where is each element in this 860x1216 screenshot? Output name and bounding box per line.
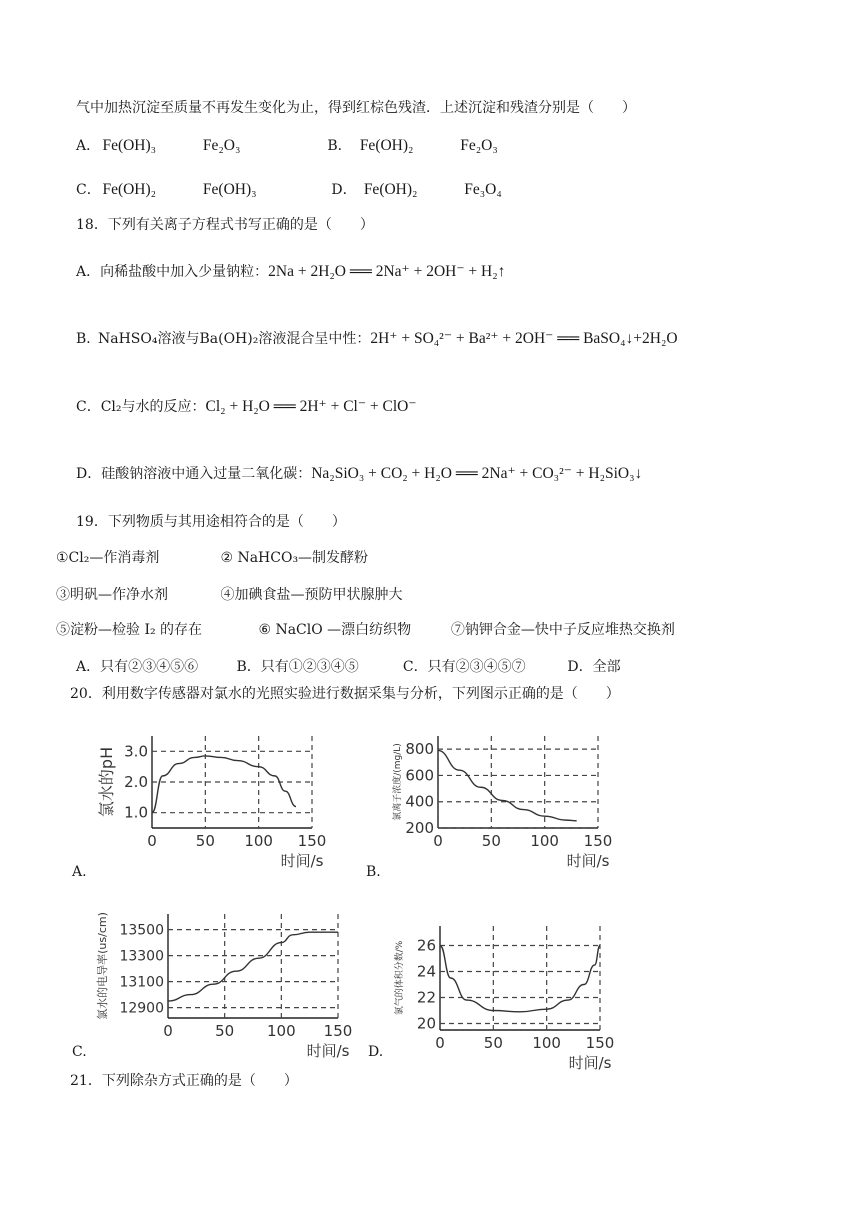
data-curve: [440, 946, 600, 1012]
x-tick-label: 0: [435, 1034, 445, 1052]
q18-option-c-text: Cl₂与水的反应：: [100, 399, 206, 415]
x-tick-label: 0: [163, 1022, 173, 1040]
q19-items-row-2: [56, 585, 402, 605]
q19-item-5: ⑤淀粉—检验 I₂ 的存在: [56, 622, 203, 638]
chart-d-svg: [392, 912, 632, 1072]
y-axis-title: 氯离子浓度/(mg/L): [393, 743, 403, 821]
q18-option-b-text: NaHSO₄溶液与Ba(OH)₂溶液混合呈中性：: [98, 331, 371, 347]
y-axis-title: 氯水的pH: [97, 746, 116, 818]
x-tick-label: 150: [585, 1034, 615, 1052]
q19-options: [76, 657, 621, 677]
data-curve: [438, 750, 577, 820]
q17-stem-tail: 气中加热沉淀至质量不再发生变化为止，得到红棕色残渣．上述沉淀和残渣分别是（ ）: [76, 100, 636, 116]
chart-b-letter: B.: [366, 864, 381, 880]
q19-item-6: ⑥ NaClO —漂白纺织物: [258, 622, 412, 638]
q18-option-a-text: 向稀盐酸中加入少量钠粒：: [100, 264, 269, 280]
q19-option-d: D．全部: [567, 659, 621, 675]
q19-option-b: B．只有①②③④⑤: [236, 659, 359, 675]
q19-item-7: ⑦钠钾合金—快中子反应堆热交换剂: [450, 622, 675, 638]
data-curve: [152, 756, 296, 813]
y-tick-label: 13500: [119, 922, 164, 939]
q19-option-a: A．只有②③④⑤⑥: [76, 659, 199, 675]
x-tick-label: 50: [481, 832, 501, 850]
y-tick-label: 400: [405, 792, 434, 811]
chart-c-svg: [96, 900, 353, 1060]
q18-option-c-letter: C．: [76, 399, 101, 415]
x-tick-label: 0: [147, 832, 157, 850]
chart-b: [390, 726, 630, 872]
q17-option-a-second: Fe₂O₃: [202, 137, 241, 154]
y-tick-label: 1.0: [124, 803, 148, 822]
x-axis-title: 时间/s: [280, 852, 324, 870]
y-tick-label: 26: [416, 936, 436, 955]
x-tick-label: 100: [267, 1022, 296, 1040]
q17-option-a-first: Fe(OH)₃: [102, 137, 157, 154]
y-tick-label: 20: [416, 1014, 436, 1033]
q17-option-d-first: Fe(OH)₂: [363, 181, 418, 198]
q18-option-d-letter: D．: [76, 466, 102, 482]
chart-c-letter: C.: [72, 1044, 87, 1060]
y-tick-label: 24: [416, 962, 436, 981]
q21-stem: 21．下列除杂方式正确的是（ ）: [70, 1073, 298, 1089]
chart-a-svg: [96, 726, 336, 872]
y-tick-label: 600: [405, 766, 434, 785]
q17-option-a-letter: A．: [76, 138, 101, 154]
y-tick-label: 22: [416, 988, 436, 1007]
q18-option-a: [76, 262, 505, 282]
x-tick-label: 0: [433, 832, 443, 850]
x-tick-label: 100: [244, 832, 273, 850]
q19-items-row-1: [56, 548, 368, 568]
q18-option-d: [76, 464, 642, 484]
y-axis-title: 氯水的电导率(us/cm): [96, 912, 109, 1020]
y-tick-label: 2.0: [124, 773, 148, 791]
chart-d-letter: D.: [368, 1044, 384, 1060]
q17-option-b-second: Fe₂O₃: [460, 137, 498, 154]
x-tick-label: 100: [532, 1034, 561, 1052]
q17-option-c-second: Fe(OH)₃: [202, 181, 257, 198]
chart-a-letter: A.: [72, 864, 87, 880]
y-tick-label: 200: [405, 819, 434, 837]
y-tick-label: 13300: [119, 948, 164, 965]
y-axis-title: 氯气的体积分数/%: [395, 940, 405, 1016]
q18-stem: 18．下列有关离子方程式书写正确的是（ ）: [76, 217, 374, 233]
q17-option-row-1: [76, 136, 498, 156]
q17-option-b-letter: B．: [327, 138, 352, 154]
q18-option-c-equation: Cl₂ + H₂O ══ 2H⁺ + Cl⁻ + ClO⁻: [205, 398, 417, 415]
q17-option-c-letter: C．: [76, 182, 101, 198]
q18-option-b-equation: 2H⁺ + SO₄²⁻ + Ba²⁺ + 2OH⁻ ══ BaSO₄↓+2H₂O: [370, 330, 678, 347]
q19-items-row-3: [56, 620, 675, 640]
x-tick-label: 100: [530, 832, 559, 850]
chart-d: [392, 912, 632, 1072]
x-tick-label: 50: [483, 1034, 503, 1052]
q19-item-1: ①Cl₂—作消毒剂: [56, 550, 160, 566]
x-tick-label: 50: [215, 1022, 235, 1040]
y-tick-label: 13100: [119, 974, 164, 991]
data-curve: [168, 932, 338, 1001]
q18-option-a-letter: A．: [76, 264, 101, 280]
q19-item-4: ④加碘食盐—预防甲状腺肿大: [220, 587, 403, 603]
q17-option-c-first: Fe(OH)₂: [102, 181, 157, 198]
q17-option-d-letter: D．: [331, 182, 357, 198]
q19-stem: 19．下列物质与其用途相符合的是（ ）: [76, 514, 346, 530]
q19-item-2: ② NaHCO₃—制发酵粉: [220, 550, 369, 566]
y-tick-label: 800: [405, 740, 434, 759]
x-tick-label: 150: [583, 832, 613, 850]
q17-option-row-2: [76, 180, 502, 200]
x-tick-label: 150: [323, 1022, 353, 1040]
y-tick-label: 12900: [119, 1000, 164, 1017]
chart-c: [96, 900, 353, 1060]
q18-option-d-text: 硅酸钠溶液中通入过量二氧化碳：: [101, 466, 312, 482]
x-tick-label: 50: [195, 832, 215, 850]
x-axis-title: 时间/s: [306, 1042, 350, 1060]
q19-item-3: ③明矾—作净水剂: [56, 587, 168, 603]
x-tick-label: 150: [297, 832, 327, 850]
chart-a: [96, 726, 336, 872]
q18-option-b-letter: B．: [76, 331, 101, 347]
x-axis-title: 时间/s: [568, 1054, 612, 1072]
q18-option-d-equation: Na₂SiO₃ + CO₂ + H₂O ══ 2Na⁺ + CO₃²⁻ + H₂SiO₃↓: [311, 465, 643, 482]
q18-option-b: [76, 329, 678, 349]
x-axis-title: 时间/s: [566, 852, 610, 870]
q17-option-d-second: Fe₃O₄: [464, 181, 502, 198]
q18-option-c: [76, 397, 417, 417]
q19-option-c: C．只有②③④⑤⑦: [402, 659, 526, 675]
q18-option-a-equation: 2Na + 2H₂O ══ 2Na⁺ + 2OH⁻ + H₂↑: [268, 263, 506, 280]
q17-option-b-first: Fe(OH)₂: [359, 137, 414, 154]
q20-stem: 20．利用数字传感器对氯水的光照实验进行数据采集与分析，下列图示正确的是（ ）: [70, 686, 620, 702]
y-tick-label: 3.0: [124, 742, 148, 761]
chart-b-svg: [390, 726, 630, 872]
